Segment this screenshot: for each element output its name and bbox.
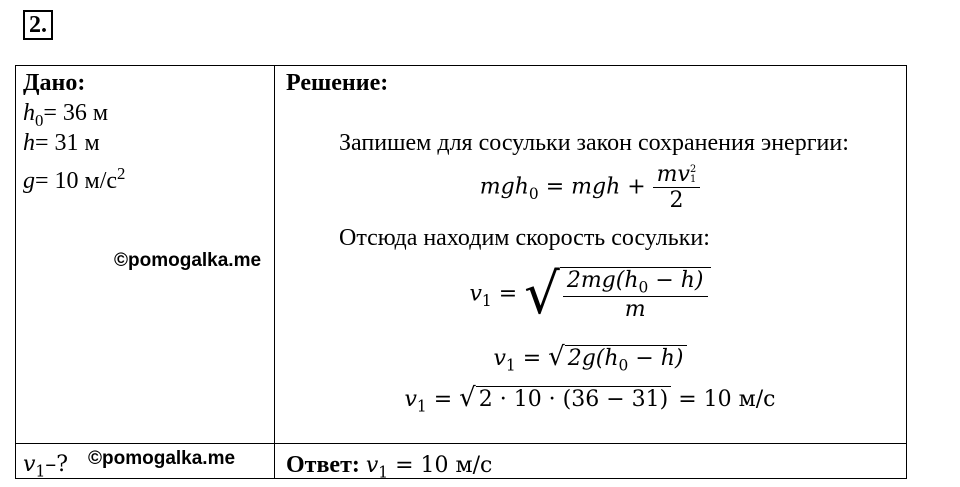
watermark: ©pomogalka.me: [114, 250, 262, 271]
equation-velocity-value: $v_1$ = √ 2 · 10 · (36 − 31) = 10 м/с: [404, 383, 776, 416]
given-h0: $h_0= 36$ м: [23, 100, 109, 130]
equation-velocity-fraction: $v_1$ = √ $\frac{2mg(h_0 - h)}{m}$: [274, 262, 906, 327]
row-divider: [16, 443, 906, 444]
watermark-bottom: ©pomogalka.me: [88, 448, 236, 469]
solution-table: [15, 65, 907, 482]
solution-line-1: Запишем для сосульки закон сохранения энергии:: [339, 130, 849, 156]
given-g: g= 10 $м/с^2$: [23, 164, 126, 194]
given-h: h= 31 м: [23, 130, 100, 156]
find-unknown: $v_1-$?: [23, 452, 69, 481]
solution-title: Решение:: [286, 70, 389, 96]
equation-energy: mgh$_0$ = mgh + mv 2 1 2: [274, 162, 906, 213]
equation-velocity-sqrt: $v_1$ = √ $2g(h_0 - h)$: [274, 342, 906, 374]
solution-line-2: Отсюда находим скорость сосульки:: [339, 225, 710, 251]
answer: Ответ: $v_1 = 10$ м/с: [286, 452, 493, 482]
problem-number: 2.: [23, 10, 53, 40]
given-title: Дано:: [23, 70, 86, 96]
